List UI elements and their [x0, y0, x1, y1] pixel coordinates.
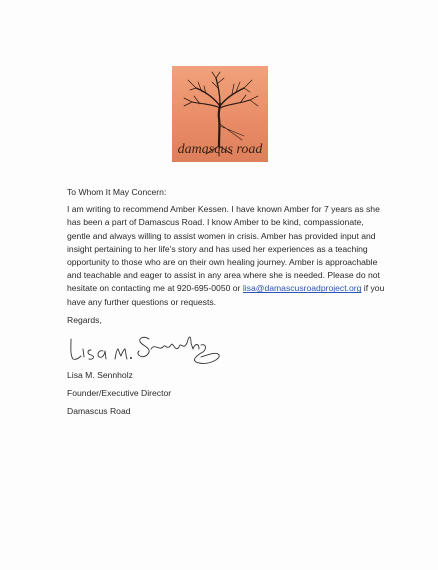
salutation: To Whom It May Concern:	[67, 187, 167, 197]
letter-content	[67, 186, 387, 424]
email-link[interactable]: lisa@damascusroadproject.org	[242, 283, 362, 294]
letter-body-text: I am writing to recommend Amber Kessen. I have known Amber for 7 years as she has been a part of Damascus Road. I know Amber to be kind, compassionate, gentle and always willing to assist women in crisis. Amber has provided input and insight pertaining to her life's story and has used her experiences as a teaching opportunity to those who are on their own healing journey. Amber is approachable and teachable and eager to assist in any area where she is needed. Please do not hesitate on contacting me at 920-695-0050 or	[67, 204, 380, 294]
signature-image	[67, 329, 227, 365]
letter-body-closing-text: if you have any further questions or requests.	[67, 283, 385, 307]
damascus-road-logo	[172, 66, 268, 162]
letter-body	[67, 203, 387, 309]
signer-title: Founder/Executive Director	[67, 388, 172, 399]
closing: Regards,	[67, 314, 102, 325]
logo-wordmark: damascus road	[177, 142, 263, 157]
signer-name: Lisa M. Sennholz	[67, 370, 133, 381]
organization-name: Damascus Road	[67, 406, 131, 417]
handwritten-signature	[67, 329, 387, 365]
